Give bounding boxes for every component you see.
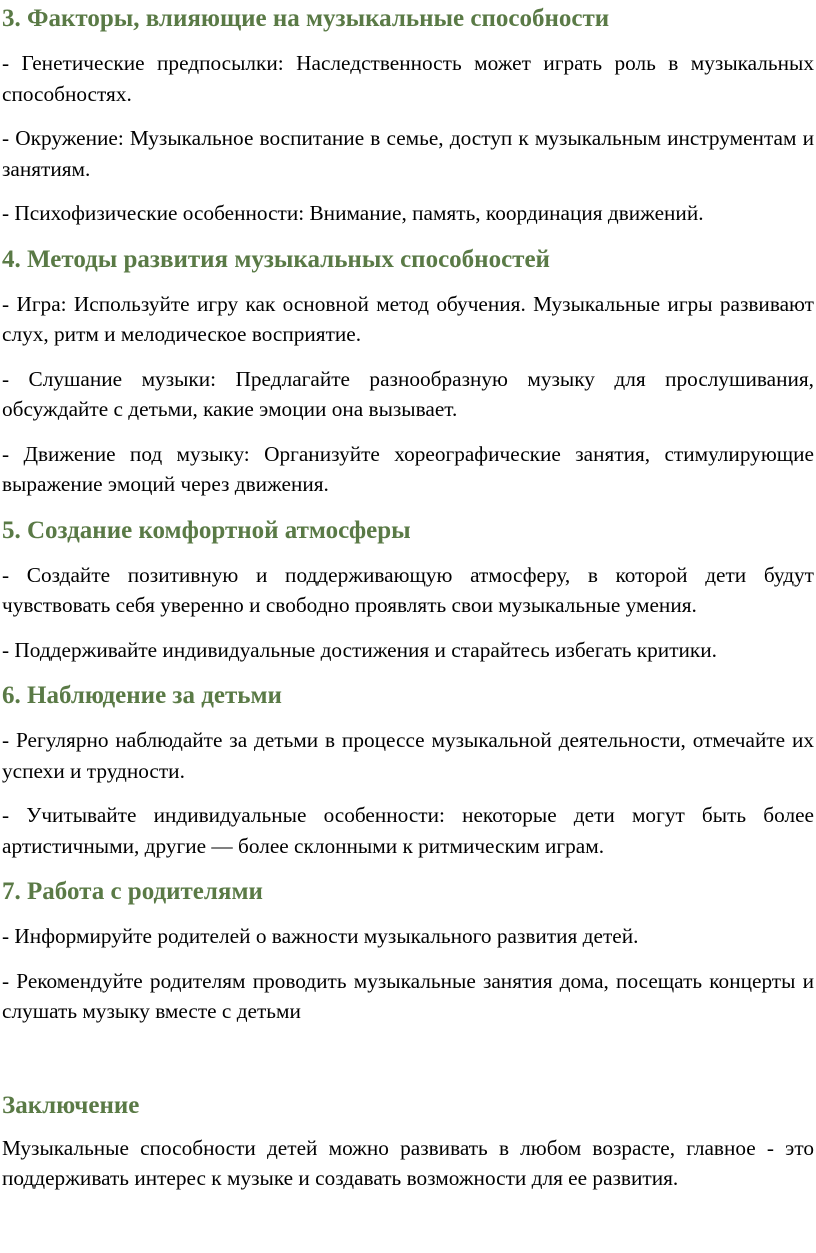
section-7-heading: 7. Работа с родителями <box>2 878 263 905</box>
section-4-heading: 4. Методы развития музыкальных способностей <box>2 245 550 273</box>
section-5-paragraph-2: - Поддерживайте индивидуальные достижения и старайтесь избегать критики. <box>2 637 717 662</box>
conclusion-heading: Заключение <box>2 1091 140 1119</box>
section-4-paragraph-3: - Движение под музыку: Организуйте хореографические занятия, стимулирующие выражение эмоций через движения. <box>2 441 814 496</box>
section-5-heading: 5. Создание комфортной атмосферы <box>2 516 411 544</box>
section-3-heading: 3. Факторы, влияющие на музыкальные способности <box>2 5 610 32</box>
document-page <box>0 2 816 1253</box>
section-4-paragraph-2: - Слушание музыки: Предлагайте разнообразную музыку для прослушивания, обсуждайте с детьми, какие эмоции она вызывает. <box>2 366 814 421</box>
section-7-paragraph-1: - Информируйте родителей о важности музыкального развития детей. <box>2 924 639 948</box>
section-6-paragraph-2: - Учитывайте индивидуальные особенности: некоторые дети могут быть более артистичными, другие — более склонными к ритмическим играм. <box>2 803 814 858</box>
section-6-paragraph-1: - Регулярно наблюдайте за детьми в процессе музыкальной деятельности, отмечайте их успехи и трудности. <box>2 728 814 783</box>
section-3-paragraph-3: - Психофизические особенности: Внимание, память, координация движений. <box>2 201 704 225</box>
conclusion-text: Музыкальные способности детей можно развивать в любом возрасте, главное - это поддерживать интерес к музыке и создавать возможности для ее развития. <box>2 1135 814 1190</box>
section-5-paragraph-1: - Создайте позитивную и поддерживающую атмосферу, в которой дети будут чувствовать себя уверенно и свободно проявлять свои музыкальные умения. <box>2 562 814 617</box>
section-7-paragraph-2: - Рекомендуйте родителям проводить музыкальные занятия дома, посещать концерты и слушать музыку вместе с детьми <box>2 968 814 1023</box>
section-6-heading: 6. Наблюдение за детьми <box>2 682 282 709</box>
section-3-paragraph-2: - Окружение: Музыкальное воспитание в семье, доступ к музыкальным инструментам и занятиям. <box>2 126 814 181</box>
section-4-paragraph-1: - Игра: Используйте игру как основной метод обучения. Музыкальные игры развивают слух, ритм и мелодическое восприятие. <box>2 291 814 346</box>
section-3-paragraph-1: - Генетические предпосылки: Наследственность может играть роль в музыкальных способностях. <box>2 51 814 106</box>
